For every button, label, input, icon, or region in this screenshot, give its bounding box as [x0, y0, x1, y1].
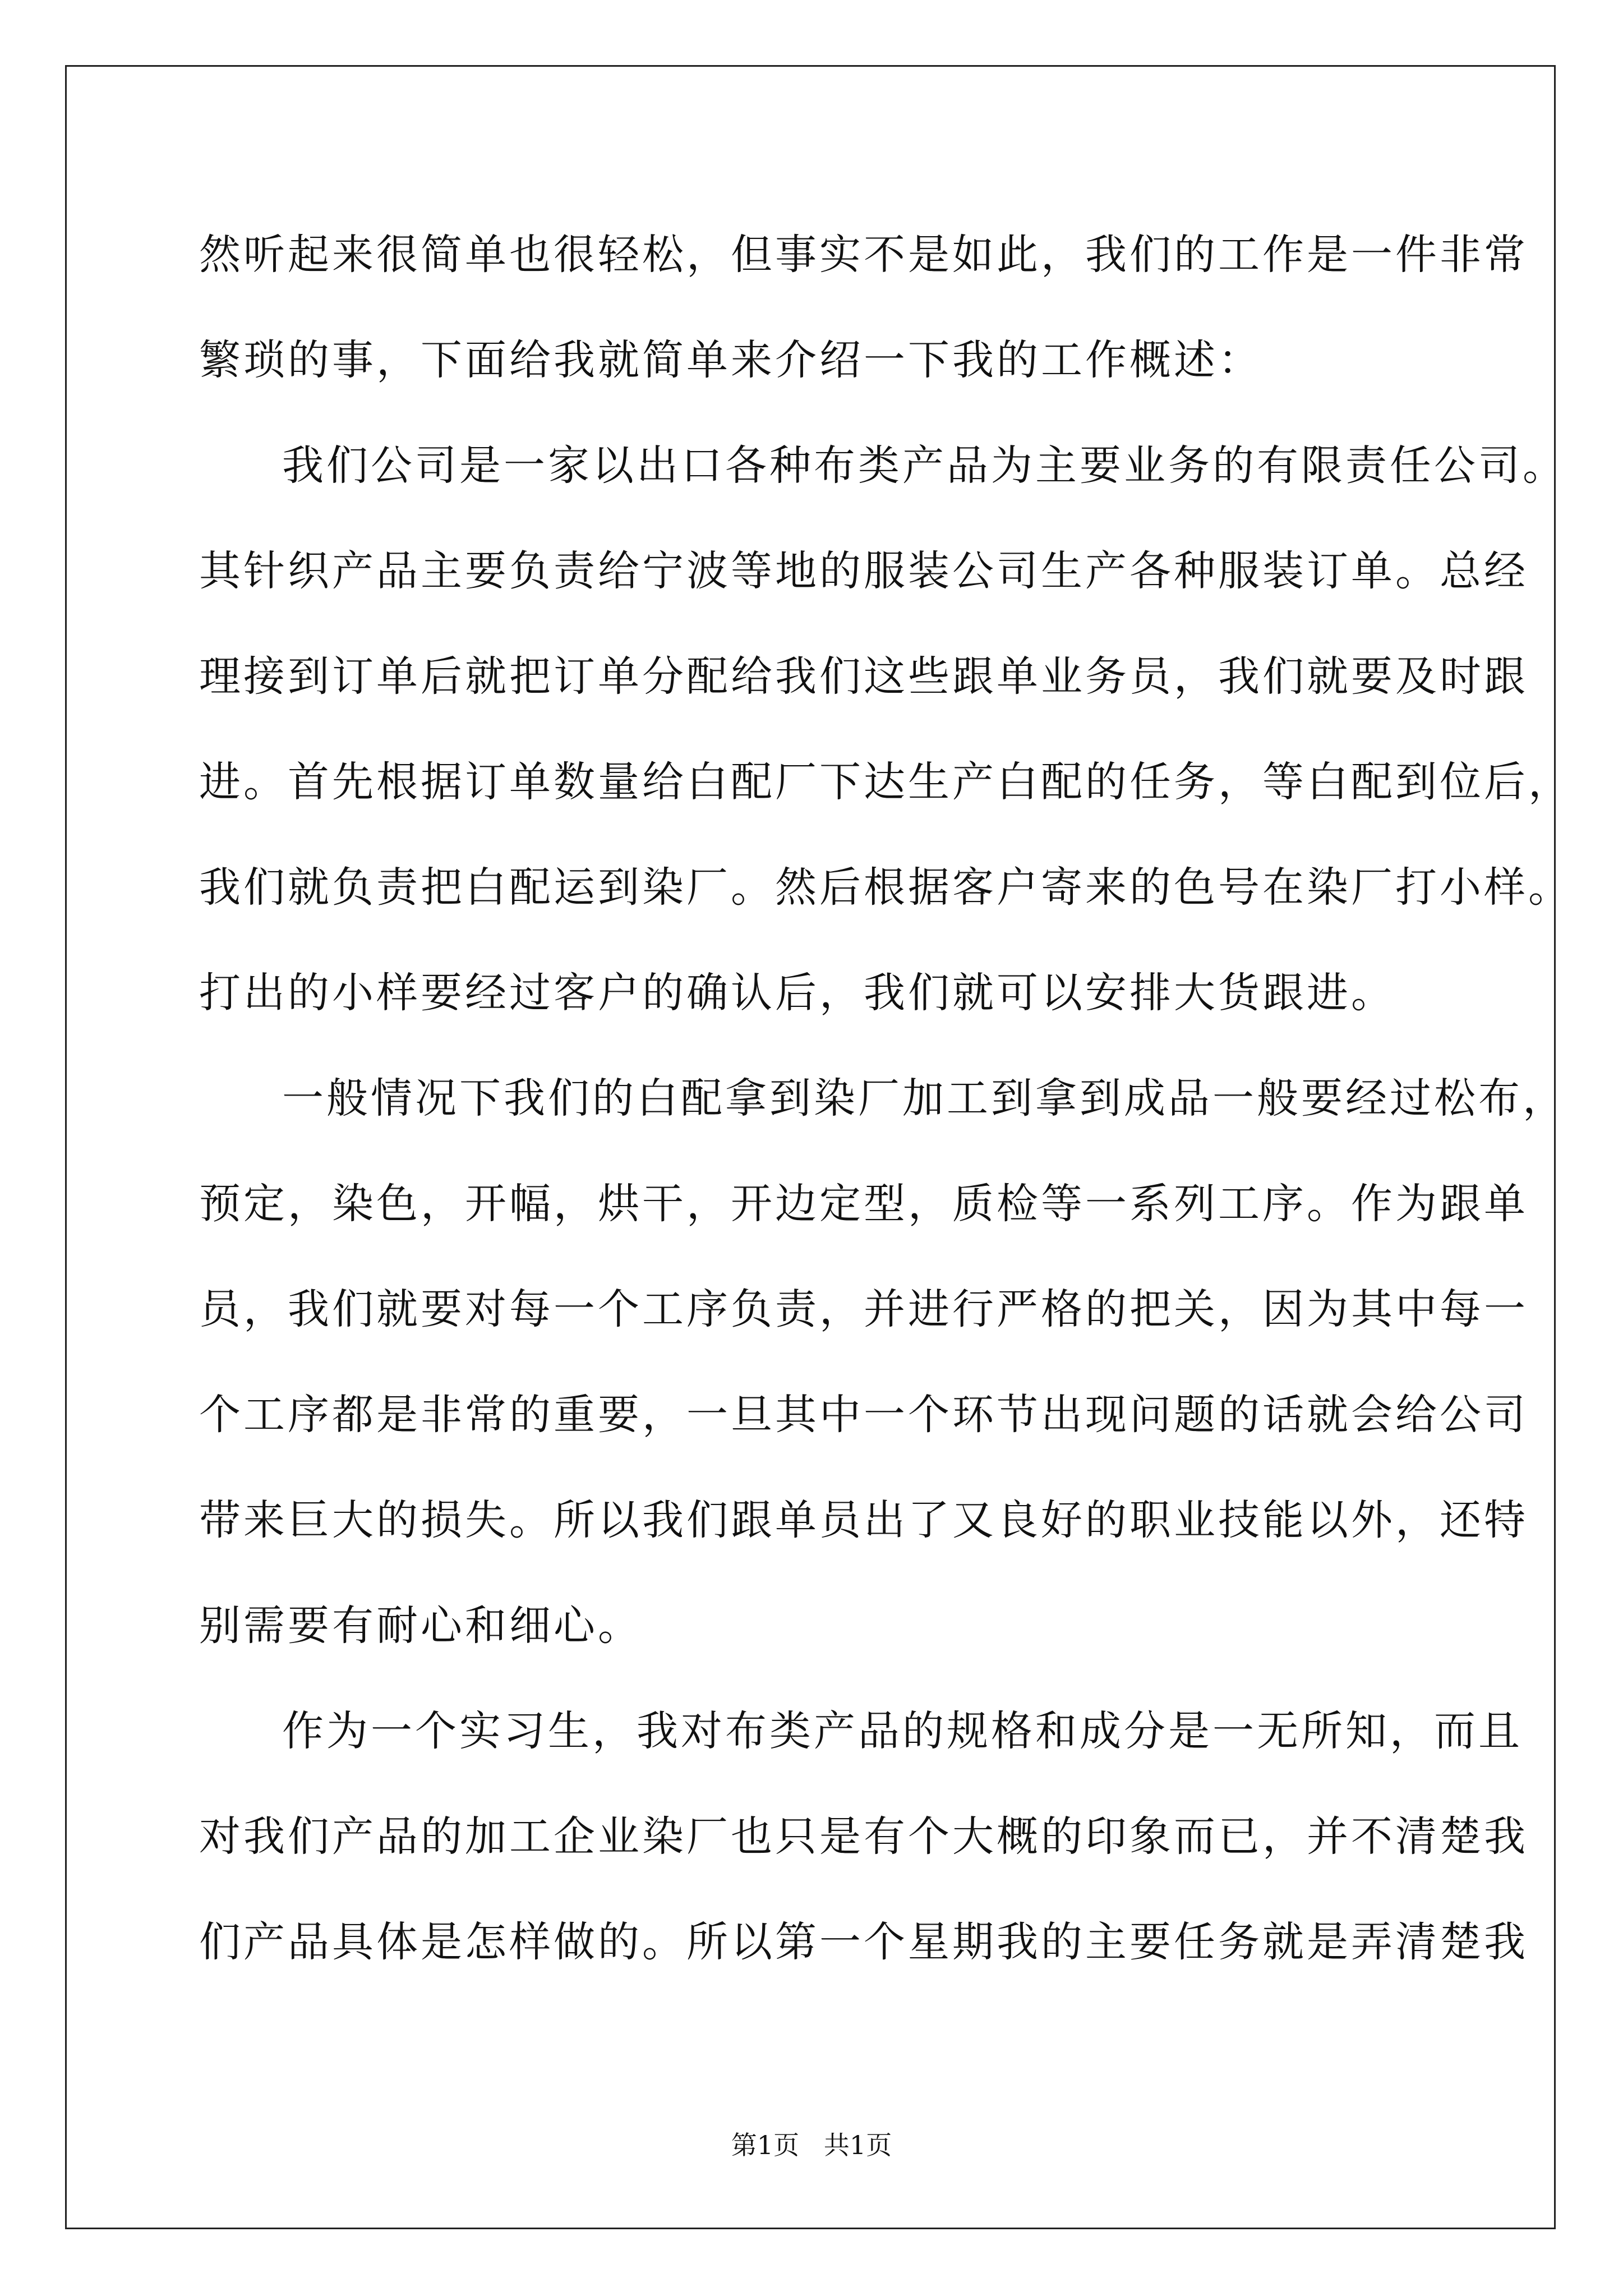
- text-line: 别需要有耐心和细心。: [199, 1602, 642, 1650]
- text-line: 作为一个实习生，我对布类产品的规格和成分是一无所知，而且: [282, 1707, 1523, 1755]
- text-line: 我们公司是一家以出口各种布类产品为主要业务的有限责任公司。: [282, 441, 1567, 490]
- text-line: 们产品具体是怎样做的。所以第一个星期我的主要任务就是弄清楚我: [199, 1918, 1528, 1966]
- document-body: [199, 202, 1573, 1995]
- text-line: 进。首先根据订单数量给白配厂下达生产白配的任务，等白配到位后，: [199, 758, 1573, 806]
- text-line: 其针织产品主要负责给宁波等地的服装公司生产各种服装订单。总经: [199, 547, 1528, 595]
- text-line: 然听起来很简单也很轻松，但事实不是如此，我们的工作是一件非常: [199, 231, 1528, 279]
- text-line: 一般情况下我们的白配拿到染厂加工到拿到成品一般要经过松布，: [282, 1074, 1567, 1122]
- text-line: 个工序都是非常的重要，一旦其中一个环节出现问题的话就会给公司: [199, 1391, 1528, 1439]
- text-line: 打出的小样要经过客户的确认后，我们就可以安排大货跟进。: [199, 969, 1395, 1017]
- text-line: 繁琐的事，下面给我就简单来介绍一下我的工作概述：: [199, 336, 1262, 384]
- text-line: 理接到订单后就把订单分配给我们这些跟单业务员，我们就要及时跟: [199, 652, 1528, 701]
- text-line: 员，我们就要对每一个工序负责，并进行严格的把关，因为其中每一: [199, 1285, 1528, 1333]
- text-line: 我们就负责把白配运到染厂。然后根据客户寄来的色号在染厂打小样。: [199, 863, 1573, 912]
- page-footer: 第1页 共1页: [731, 2130, 892, 2160]
- text-line: 预定，染色，开幅，烘干，开边定型，质检等一系列工序。作为跟单: [199, 1180, 1528, 1228]
- text-line: 对我们产品的加工企业染厂也只是有个大概的印象而已，并不清楚我: [199, 1812, 1528, 1861]
- text-line: 带来巨大的损失。所以我们跟单员出了又良好的职业技能以外，还特: [199, 1496, 1528, 1544]
